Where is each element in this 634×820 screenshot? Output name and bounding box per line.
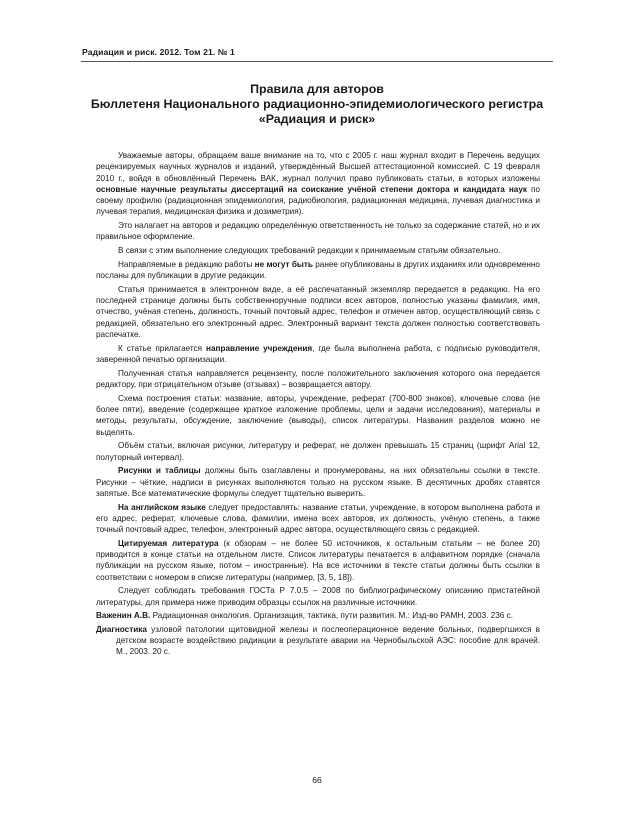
reference-author: Важенин А.В. xyxy=(96,611,151,621)
reference-entry xyxy=(96,624,540,658)
running-head: Радиация и риск. 2012. Том 21. № 1 xyxy=(82,47,235,57)
page-number: 66 xyxy=(312,775,322,785)
bold-phrase: направление учреждения xyxy=(206,343,313,353)
bold-phrase: Рисунки и таблицы xyxy=(118,466,201,476)
paragraph-institution-letter xyxy=(96,343,540,366)
paragraph-volume: Объём статьи, включая рисунки, литературу и реферат, не должен превышать 15 страниц (шрифт Arial 12, полуторный интервал). xyxy=(96,441,540,462)
reference-text: узловой патологии щитовидной железы и послеоперационное ведение больных, подвергшихся в детском возрасте воздействию радиации в результате аварии на Чернобыльской АЭС: пособие для врачей. М., 2003. 20 с. xyxy=(116,624,540,657)
paragraph-figures xyxy=(96,465,540,499)
text-run: (к обзорам – не более 50 источников, к остальным статьям – не более 20) приводится в конце статьи на отдельном листе. Список литературы печатается в алфавитном порядке (сначала публикации на русском языке, потом – иностранные). На все источники в тексте статьи должны быть ссылки в соответствии с номером в списке литературы (например, [3, 5, 18]). xyxy=(96,538,540,582)
text-run: по своему профилю (радиационная эпидемиология, радиобиология, радиационная медицина, лучевая диагностика и лучевая терапия, медицинская физика и дозиметрия). xyxy=(96,184,540,217)
paragraph-submission: Статья принимается в электронном виде, а её распечатанный экземпляр передается в редакцию. На его последней странице должны быть собственноручные подписи всех авторов, полностью указаны фамилия, имя, отчество, учёная степень, должность, точный почтовый адрес, телефон и отмечен автор, осуществляющий связь с редакцией, обязательно его электронный адрес. Электронный вариант текста должен полностью соответствовать распечатке. xyxy=(96,284,540,340)
text-run: К статье прилагается xyxy=(118,343,207,353)
paragraph-literature xyxy=(96,538,540,583)
bold-phrase: не могут быть xyxy=(254,259,313,269)
reference-author: Диагностика xyxy=(96,624,147,634)
paragraph-intro xyxy=(96,150,540,218)
paragraph-structure: Схема построения статьи: название, авторы, учреждение, реферат (700-800 знаков), ключевые слова (не более пяти), введение (содержащее краткое изложение проблемы, цели и задачи исследования), материалы и методы, результаты, обсуждение, заключение (выводы), список литературы. Названия разделов можно не выделять. xyxy=(96,393,540,437)
reference-entry xyxy=(96,610,540,621)
header-divider xyxy=(81,61,553,62)
paragraph-requirements: В связи с этим выполнение следующих требований редакции к принимаемым статьям обязательно. xyxy=(118,246,501,256)
article-title-block xyxy=(70,82,564,127)
title-line-2: Бюллетеня Национального радиационно-эпидемиологического регистра xyxy=(90,97,544,111)
paragraph-review: Полученная статья направляется рецензенту, после положительного заключения которого она передается редактору, при отрицательном отзыве (отзывах) – возвращается автору. xyxy=(96,368,540,389)
paragraph-responsibility: Это налагает на авторов и редакцию определённую ответственность не только за содержание статей, но и их правильное оформление. xyxy=(96,221,540,242)
text-run: следует предоставлять: название статьи, учреждение, в котором выполнена работа и его адрес, реферат, ключевые слова, фамилии, имена всех авторов, их должность, учёную степень, а также точный почтовый адрес, телефон, электронный адрес автора, осуществляющего связь с редакцией. xyxy=(96,502,540,535)
paragraph-gost: Следует соблюдать требования ГОСТа Р 7.0.5 – 2008 по библиографическому описанию пристатейной литературы, для примера ниже приводим образцы ссылок на различные источники. xyxy=(96,586,540,607)
text-run: должны быть озаглавлены и пронумерованы, на них обязательны ссылки в тексте. Рисунки – чёткие, надписи в рисунках выполняются только на русском языке. В десятичных дробях ставятся запятые. Все математические формулы следует тщательно выверить. xyxy=(96,466,541,498)
paragraph-originality xyxy=(96,259,540,282)
text-run: ранее опубликованы в других изданиях или одновременно посланы для публикации в другие редакции. xyxy=(96,259,540,281)
article-body xyxy=(96,150,540,660)
title-line-3: «Радиация и риск» xyxy=(258,112,376,126)
text-run: Направляемые в редакцию работы xyxy=(118,259,255,269)
reference-text: Радиационная онкология. Организация, тактика, пути развития. М.: Изд-во РАМН, 2003. 236 с. xyxy=(150,611,513,621)
bold-phrase: основные научные результаты диссертаций на соискание учёной степени доктора и кандидата наук xyxy=(96,184,527,194)
paragraph-english xyxy=(96,502,540,536)
bold-phrase: Цитируемая литература xyxy=(118,538,219,548)
text-run: Уважаемые авторы, обращаем ваше внимание на то, что с 2005 г. наш журнал входит в Перечень ведущих рецензируемых научных журналов и изданий, утверждённый Высшей аттестационной комиссией. С 19 февраля 2010 г., войдя в обновлённый Перечень ВАК, журнал получил право публиковать статьи, в которых изложены xyxy=(96,151,540,183)
bold-phrase: На английском языке xyxy=(118,502,206,512)
title-line-1: Правила для авторов xyxy=(250,82,384,96)
text-run: , где была выполнена работа, с подписью руководителя, заверенной печатью организации. xyxy=(96,343,540,364)
